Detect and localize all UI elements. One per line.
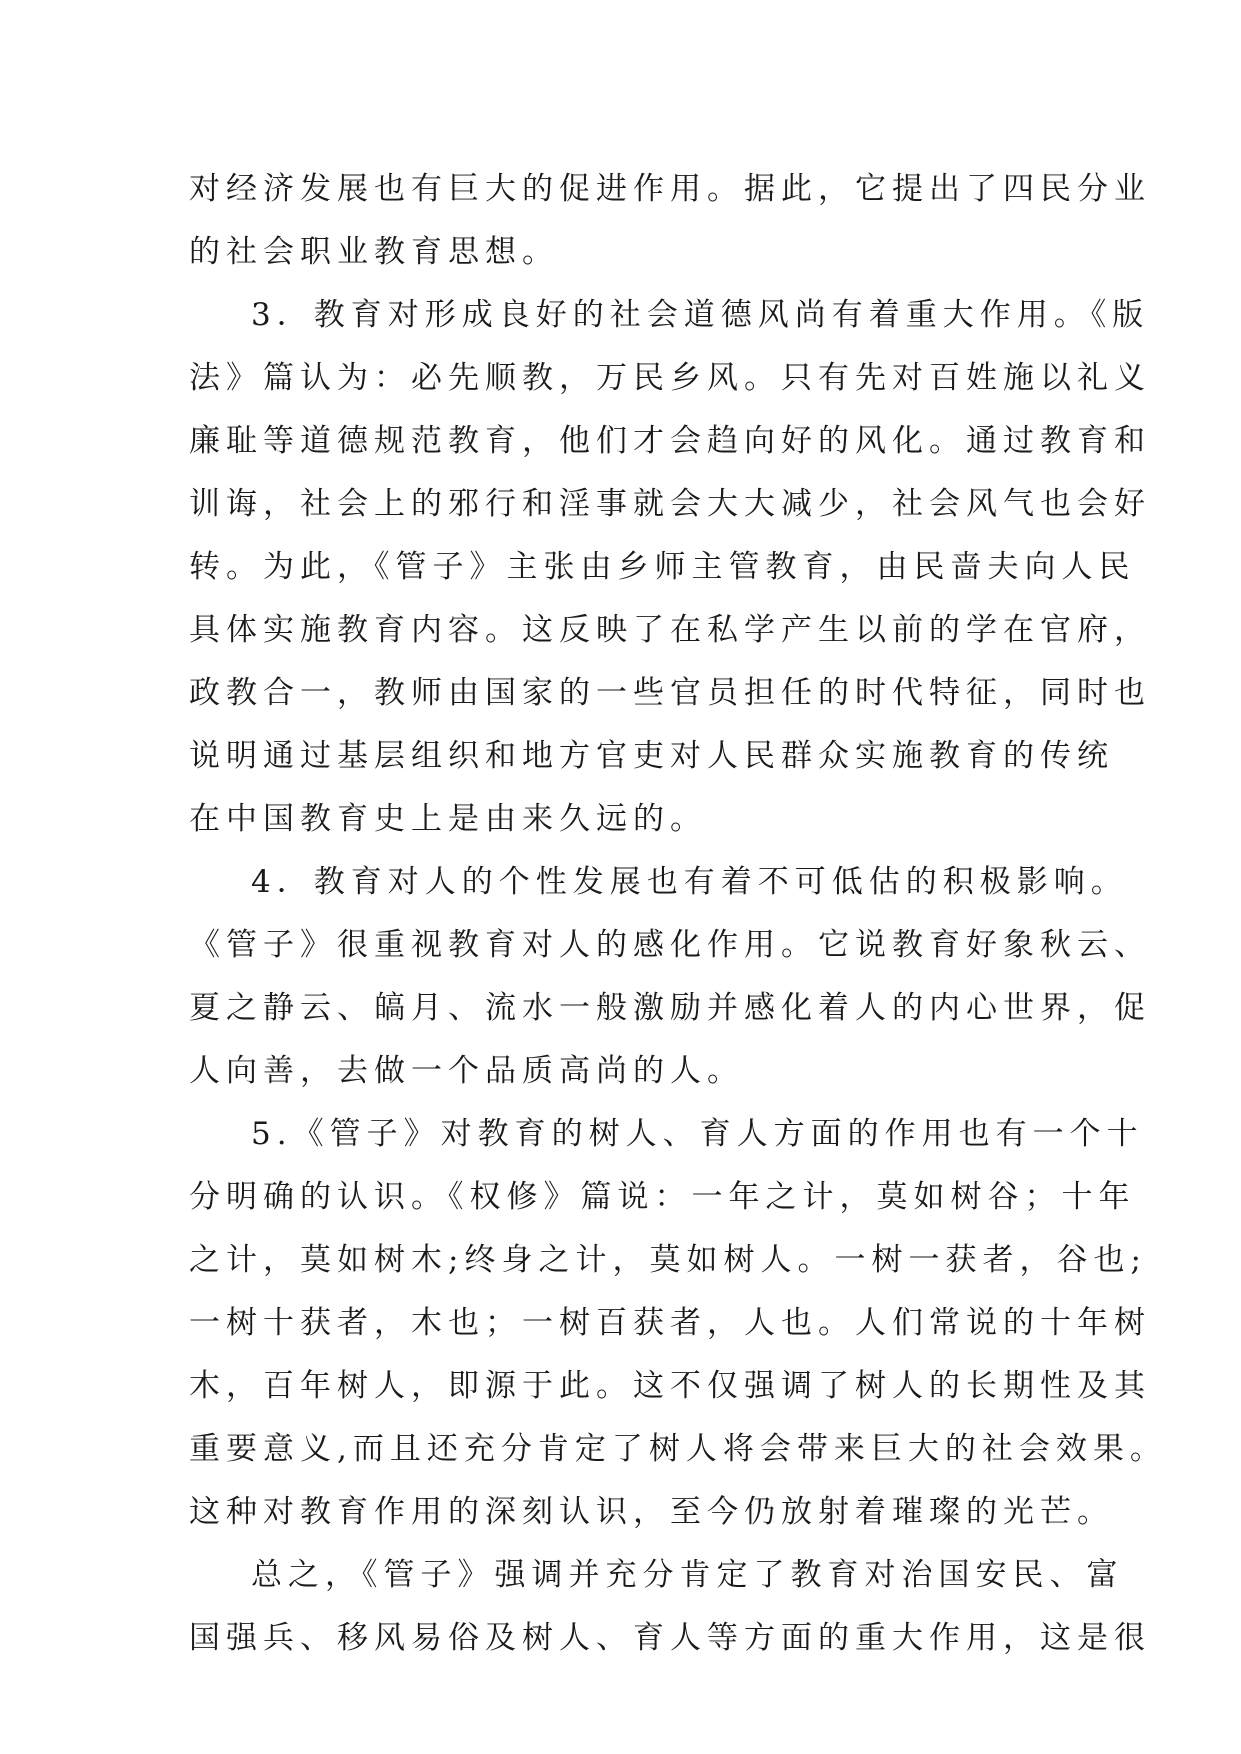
text-line: 说明通过基层组织和地方官吏对人民群众实施教育的传统: [189, 738, 1114, 774]
text-line: 重要意义,而且还充分肯定了树人将会带来巨大的社会效果。: [189, 1431, 1167, 1467]
text-line: 对经济发展也有巨大的促进作用。据此，它提出了四民分业: [189, 171, 1151, 207]
paragraph-start-line: 5.《管子》对教育的树人、育人方面的作用也有一个十: [251, 1116, 1144, 1152]
text-line: 转。为此，《管子》主张由乡师主管教育，由民啬夫向人民: [189, 549, 1136, 585]
document-body: [189, 158, 1167, 1670]
text-line: 的社会职业教育思想。: [189, 234, 559, 270]
text-line: 人向善，去做一个品质高尚的人。: [189, 1053, 744, 1089]
text-line: 国强兵、移风易俗及树人、育人等方面的重大作用，这是很: [189, 1620, 1151, 1656]
text-line: 这种对教育作用的深刻认识，至今仍放射着璀璨的光芒。: [189, 1494, 1114, 1530]
text-line: 在中国教育史上是由来久远的。: [189, 801, 707, 837]
text-line: 夏之静云、皜月、流水一般激励并感化着人的内心世界，促: [189, 990, 1151, 1026]
paragraph-start-line: 4．教育对人的个性发展也有着不可低估的积极影响。: [251, 864, 1128, 900]
text-line: 法》篇认为：必先顺教，万民乡风。只有先对百姓施以礼义: [189, 360, 1151, 396]
text-line: 分明确的认识。《权修》篇说：一年之计，莫如树谷；十年: [189, 1179, 1136, 1215]
text-line: 具体实施教育内容。这反映了在私学产生以前的学在官府，: [189, 612, 1151, 648]
text-line: 政教合一，教师由国家的一些官员担任的时代特征，同时也: [189, 675, 1151, 711]
text-line: 之计，莫如树木;终身之计，莫如树人。一树一获者，谷也;: [189, 1242, 1147, 1278]
text-line: 训诲，社会上的邪行和淫事就会大大减少，社会风气也会好: [189, 486, 1151, 522]
text-line: 《管子》很重视教育对人的感化作用。它说教育好象秋云、: [189, 927, 1151, 963]
paragraph-start-line: 3．教育对形成良好的社会道德风尚有着重大作用。《版: [251, 297, 1150, 333]
text-line: 一树十获者，木也；一树百获者，人也。人们常说的十年树: [189, 1305, 1151, 1341]
text-line: 廉耻等道德规范教育，他们才会趋向好的风化。通过教育和: [189, 423, 1151, 459]
paragraph-start-line: 总之，《管子》强调并充分肯定了教育对治国安民、富: [251, 1557, 1124, 1593]
text-line: 木，百年树人，即源于此。这不仅强调了树人的长期性及其: [189, 1368, 1151, 1404]
